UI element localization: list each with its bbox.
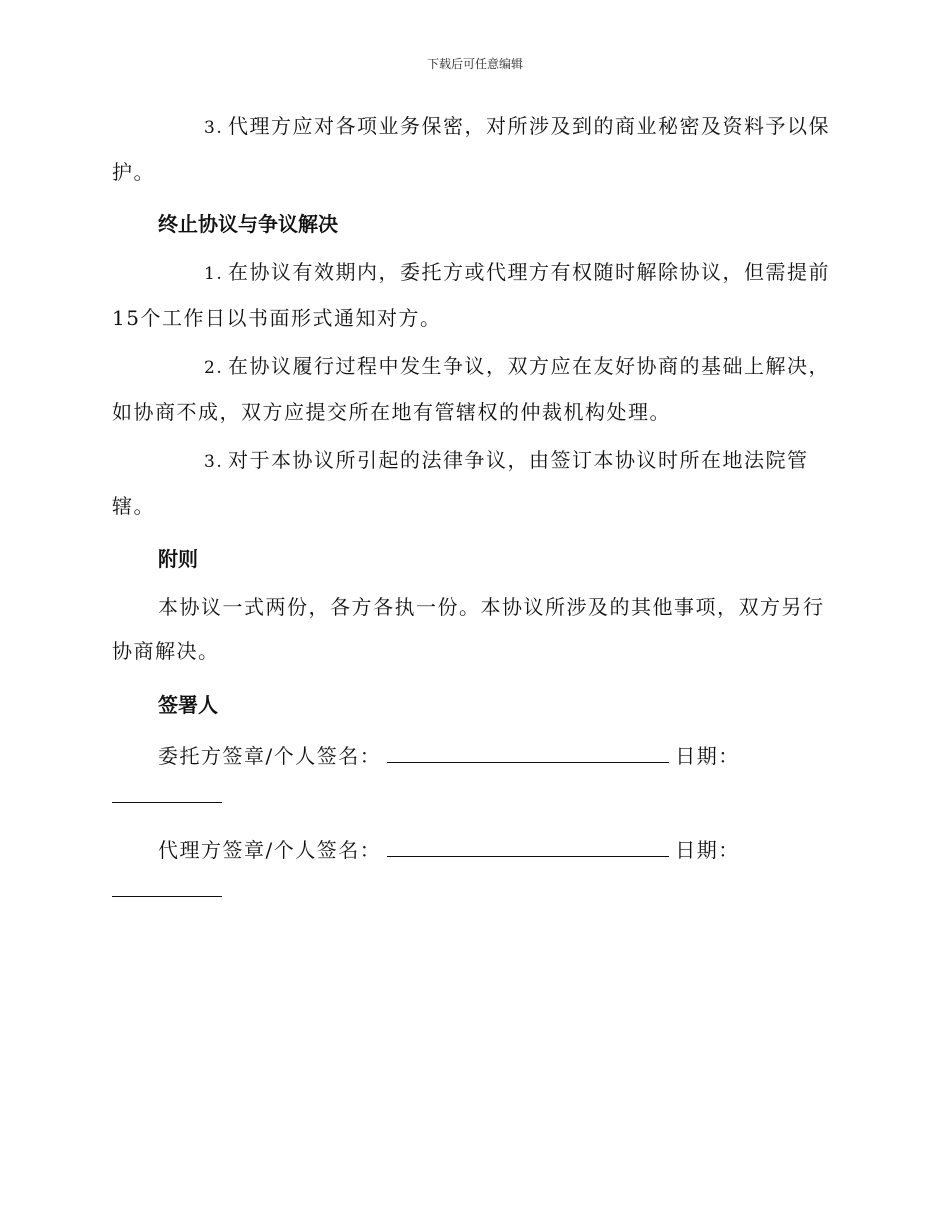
clause-1-termination — [112, 250, 832, 340]
clause-number: 2. — [204, 358, 224, 378]
client-signature-field[interactable] — [387, 740, 669, 763]
client-date-label: 日期： — [675, 744, 740, 768]
page-header: 下载后可任意编辑 — [426, 57, 523, 71]
agent-signature-line — [158, 834, 740, 863]
clause-3-jurisdiction — [112, 438, 832, 528]
clause-number: 1. — [204, 264, 224, 284]
client-signature-label: 委托方签章/个人签名： — [158, 744, 382, 768]
clause-text: 对于本协议所引起的法律争议，由签订本协议时所在地法院管辖。 — [112, 448, 809, 518]
section-heading-appendix: 附则 — [158, 547, 198, 571]
agent-signature-label: 代理方签章/个人签名： — [158, 838, 382, 862]
client-signature-line — [158, 740, 740, 769]
clause-3-confidentiality — [112, 104, 832, 194]
clause-2-dispute — [112, 344, 832, 434]
client-date-field[interactable] — [112, 802, 222, 803]
agent-date-field[interactable] — [112, 896, 222, 897]
clause-text: 在协议有效期内，委托方或代理方有权随时解除协议，但需提前15个工作日以书面形式通知对方。 — [112, 260, 830, 330]
section-heading-termination: 终止协议与争议解决 — [158, 212, 338, 236]
clause-text: 在协议履行过程中发生争议，双方应在友好协商的基础上解决，如协商不成，双方应提交所在地有管辖权的仲裁机构处理。 — [112, 354, 830, 424]
appendix-text: 本协议一式两份，各方各执一份。本协议所涉及的其他事项，双方另行协商解决。 — [112, 595, 825, 663]
agent-signature-field[interactable] — [387, 834, 669, 857]
clause-number: 3. — [204, 118, 224, 138]
section-heading-signatory: 签署人 — [158, 693, 218, 717]
agent-date-label: 日期： — [675, 838, 740, 862]
clause-number: 3. — [204, 452, 224, 472]
clause-text: 代理方应对各项业务保密，对所涉及到的商业秘密及资料予以保护。 — [112, 114, 830, 184]
